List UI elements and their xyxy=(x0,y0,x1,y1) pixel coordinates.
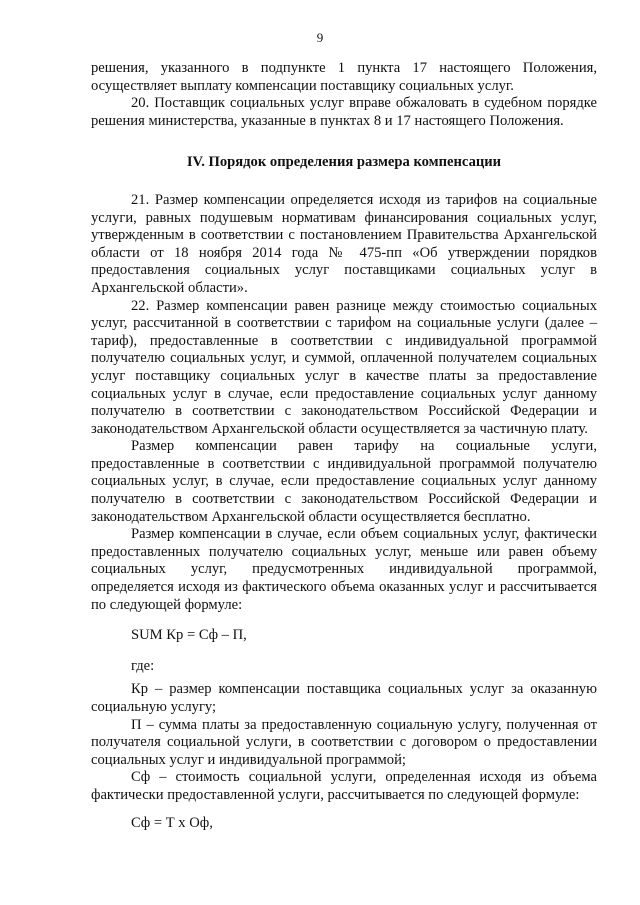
document-body xyxy=(91,60,597,832)
definition-kr: Кр – размер компенсации поставщика социальных услуг за оказанную социальную услугу; xyxy=(91,681,597,715)
formula-compensation: SUM Кр = Сф – П, xyxy=(131,627,247,644)
definition-sf: Сф – стоимость социальной услуги, определенная исходя из объема фактически предоставленной услуги, рассчитывается по следующей формуле: xyxy=(91,769,597,803)
paragraph-21: 21. Размер компенсации определяется исходя из тарифов на социальные услуги, равных подушевым нормативам финансирования социальных услуг, утвержденным в соответствии с постановлением Правительства Архангельской области от 18 ноября 2014 года № 475-пп «Об утверждении порядков предоставления социальных услуг поставщиками социальных услуг в Архангельской области». xyxy=(91,191,597,296)
section-heading: IV. Порядок определения размера компенсации xyxy=(186,154,502,171)
page-number: 9 xyxy=(316,30,324,45)
paragraph-22-actual-volume: Размер компенсации в случае, если объем социальных услуг, фактически предоставленных получателю социальных услуг, меньше или равен объему социальных услуг, предусмотренных индивидуальной программой, определяется исходя из фактического объема оказанных услуг и рассчитывается по следующей формуле: xyxy=(91,526,597,613)
paragraph-22: 22. Размер компенсации равен разнице между стоимостью социальных услуг, рассчитанной в соответствии с тарифом на социальные услуги (далее – тариф), предоставленные в соответствии с индивидуальной программой получателю социальных услуг, и суммой, оплаченной получателем социальных услуг поставщику социальных услуг в качестве платы за предоставление социальных услуг в случае, если предоставление социальных услуг данному получателю в соответствии с законодательством Российской Федерации и законодательством Архангельской области осуществляется за частичную плату. xyxy=(91,297,597,437)
formula-where-label: где: xyxy=(131,657,155,674)
paragraph-22-free: Размер компенсации равен тарифу на социальные услуги, предоставленные в соответствии с индивидуальной программой получателю социальных услуг, в случае, если предоставление социальных услуг данному получателю в соответствии с законодательством Российской Федерации и законодательством Архангельской области осуществляется бесплатно. xyxy=(91,438,597,525)
paragraph-continuation: решения, указанного в подпункте 1 пункта 17 настоящего Положения, осуществляет выплату компенсации поставщику социальных услуг. xyxy=(91,60,597,94)
definition-p: П – сумма платы за предоставленную социальную услугу, полученная от получателя социальной услуги, в соответствии с договором о предоставлении социальных услуг и индивидуальной программой; xyxy=(91,716,597,768)
paragraph-20: 20. Поставщик социальных услуг вправе обжаловать в судебном порядке решения министерства, указанные в пунктах 8 и 17 настоящего Положения. xyxy=(91,95,597,129)
formula-cost: Сф = Т х Оф, xyxy=(131,814,213,831)
